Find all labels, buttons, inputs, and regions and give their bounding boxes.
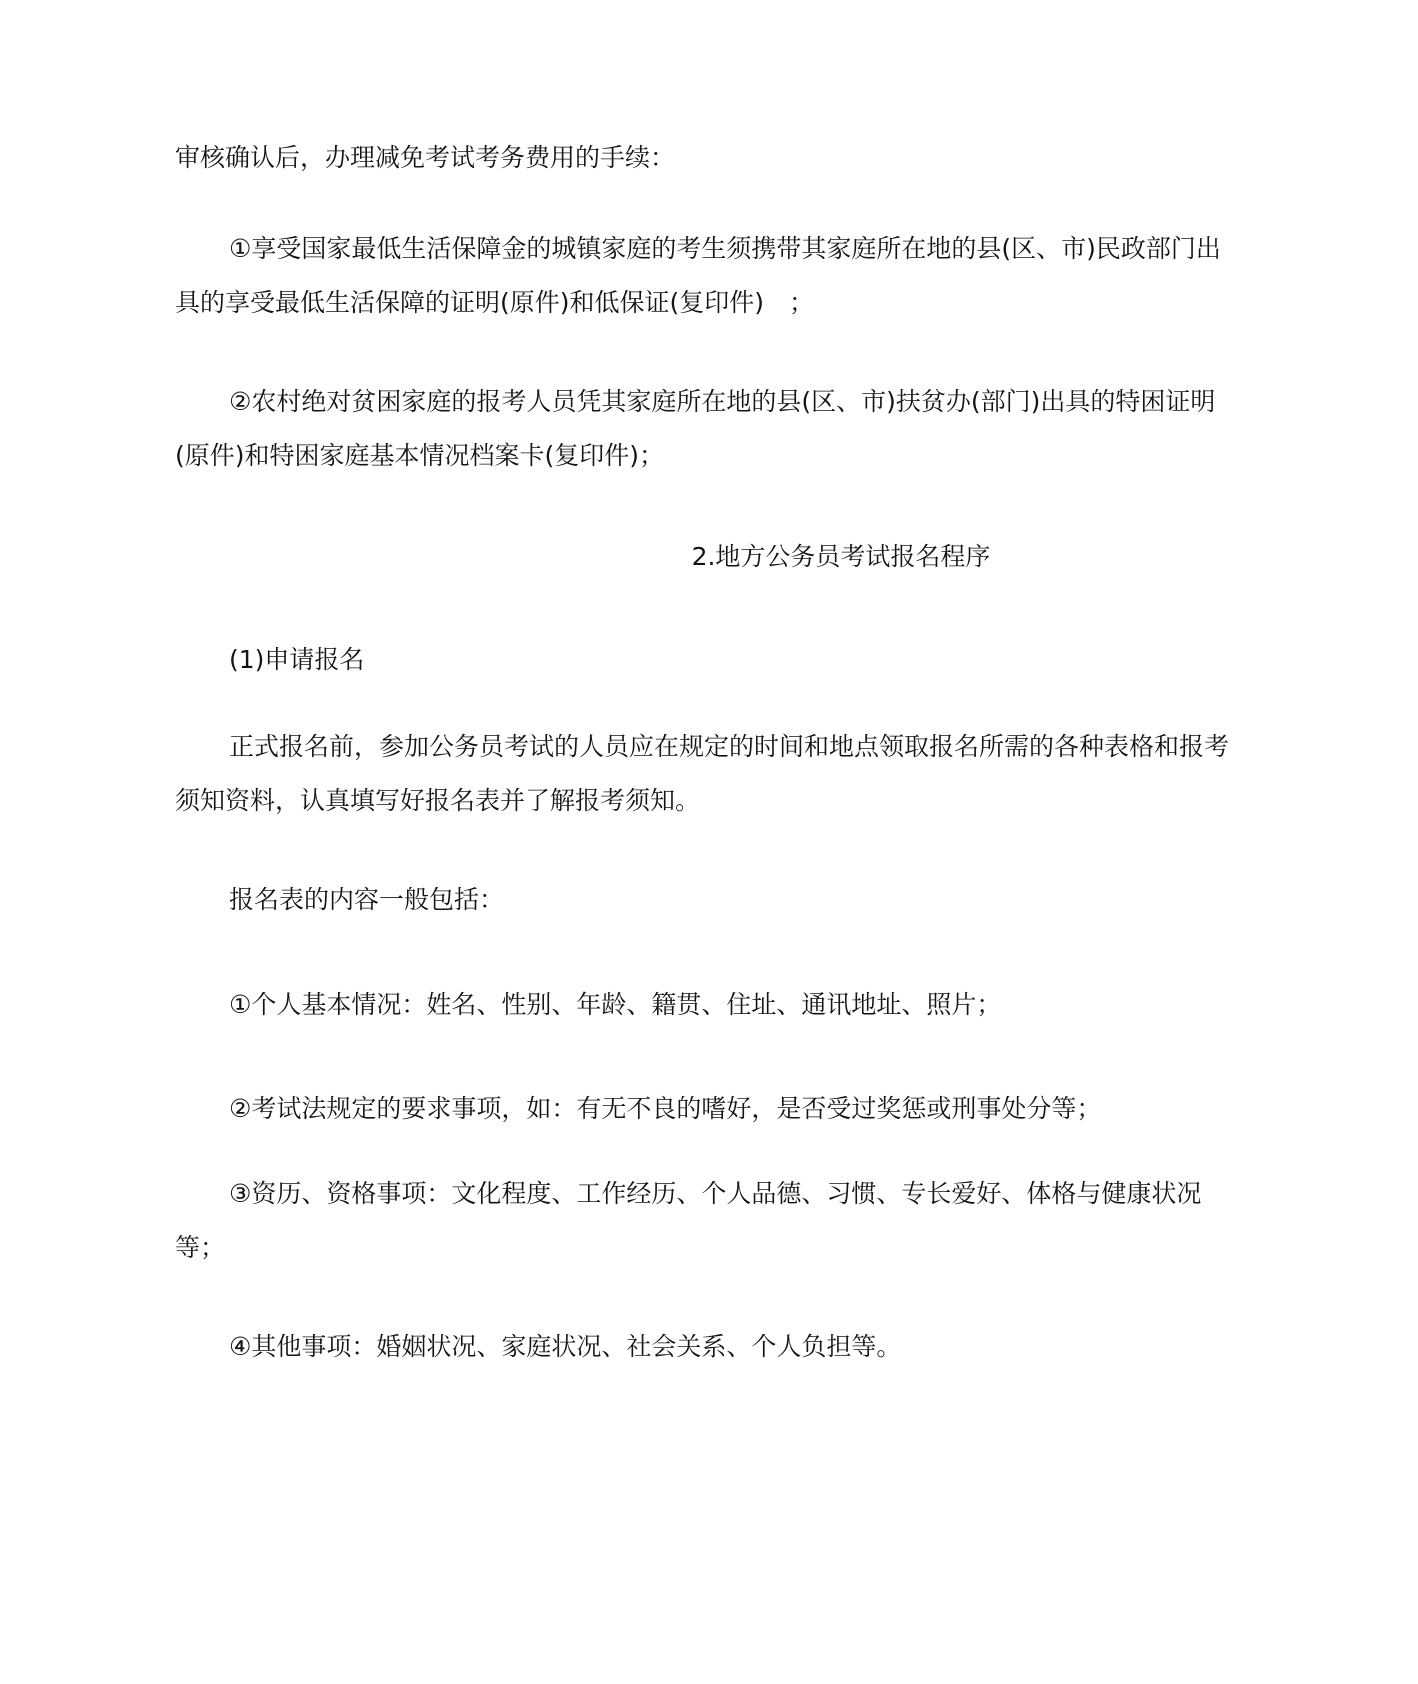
subheading-apply: (1)申请报名	[229, 645, 365, 674]
section-heading: 2.地方公务员考试报名程序	[691, 542, 991, 571]
paragraph-item-2-rural: ②农村绝对贫困家庭的报考人员凭其家庭所在地的县(区、市)扶贫办(部门)出具的特困证明(原件)和特困家庭基本情况档案卡(复印件)；	[175, 387, 1216, 470]
list-item-legal-requirements: ②考试法规定的要求事项，如：有无不良的嗜好，是否受过奖惩或刑事处分等；	[229, 1094, 1102, 1123]
paragraph-form-contents: 报名表的内容一般包括：	[229, 885, 505, 914]
paragraph-before-registration: 正式报名前，参加公务员考试的人员应在规定的时间和地点领取报名所需的各种表格和报考须知资料，认真填写好报名表并了解报考须知。	[175, 732, 1230, 815]
paragraph-intro: 审核确认后，办理减免考试考务费用的手续：	[175, 143, 676, 172]
list-item-basic-info: ①个人基本情况：姓名、性别、年龄、籍贯、住址、通讯地址、照片；	[229, 990, 1002, 1019]
paragraph-item-1-urban: ①享受国家最低生活保障金的城镇家庭的考生须携带其家庭所在地的县(区、市)民政部门出具的享受最低生活保障的证明(原件)和低保证(复印件) ；	[175, 234, 1221, 317]
list-item-qualifications: ③资历、资格事项：文化程度、工作经历、个人品德、习惯、专长爱好、体格与健康状况等；	[175, 1179, 1202, 1262]
list-item-other: ④其他事项：婚姻状况、家庭状况、社会关系、个人负担等。	[229, 1332, 902, 1361]
